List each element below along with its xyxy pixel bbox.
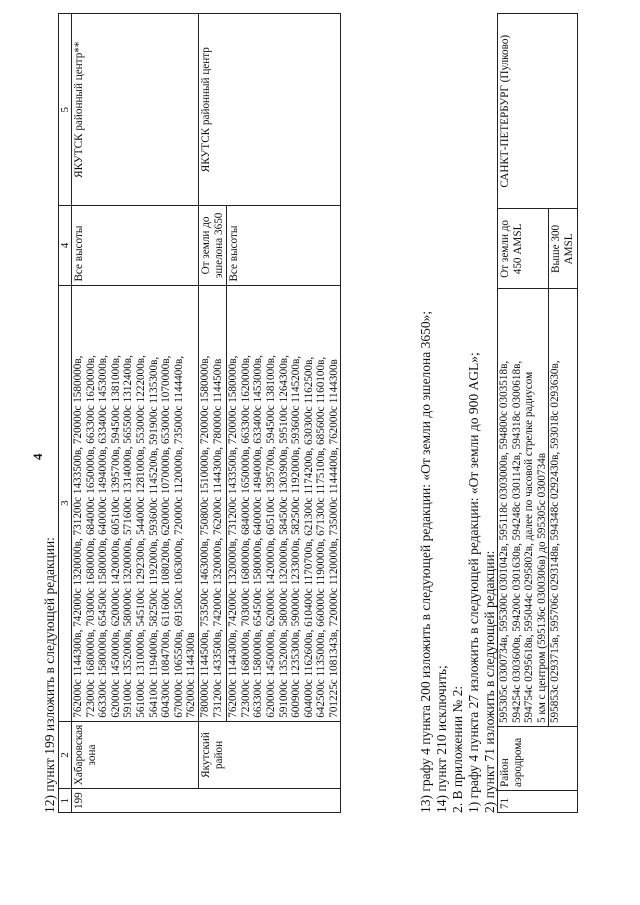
- item-2-1-text: 1) графу 4 пункта 27 изложить в следующей редакции: «От земли до 900 AGL»;: [466, 352, 481, 813]
- altitude-cell: Все высоты: [72, 206, 199, 285]
- coord-line: 620000с 1450000в, 620000с 1420000в, 605100с 1395700в, 594500с 1381000в,: [264, 355, 277, 718]
- coord-line: 731200с 1433500в, 742000с 1320000в, 762000с 1144300в, 780000с 1144500в: [211, 358, 224, 718]
- coordinates-cell: [549, 289, 577, 727]
- coord-line: 780000с 1144500в, 753500с 1463000в, 750800с 1510000в, 720000с 1580000в,: [198, 355, 211, 718]
- page-number: 4: [30, 453, 45, 460]
- table-row: [72, 14, 199, 813]
- coordinates-cell: [198, 285, 226, 721]
- coord-line: 663300с 1580000в, 654500с 1580000в, 640000с 1494000в, 633400с 1453000в,: [252, 355, 265, 718]
- coord-line: 5 км с центром (595136с 0300306в) до 595305с 0300734в: [535, 452, 548, 724]
- coord-line: 723000с 1680000в, 703000с 1680000в, 684000с 1650000в, 663300с 1620000в,: [239, 355, 252, 718]
- header-cell: 3: [59, 285, 72, 721]
- coordinates-cell: [227, 285, 341, 721]
- coord-line: 670000с 1065500в, 691500с 1063000в, 720000с 1120000в, 735000с 1144400в,: [172, 355, 185, 718]
- coordinates-cell: [498, 289, 549, 727]
- coord-line: 561000с 1310000в, 545100с 1292300в, 544000с 1281000в, 553000с 1222000в,: [134, 355, 147, 718]
- table-row: [198, 14, 226, 813]
- coord-line: 600900с 1235300в, 590000с 1233000в, 582500с 1192000в, 593600с 1145200в,: [290, 355, 303, 718]
- altitude-cell: Все высоты: [227, 206, 341, 285]
- item-2-2-text: 2) пункт 71 изложить в следующей редакции:: [482, 550, 497, 813]
- header-cell: 1: [59, 789, 72, 813]
- header-cell: 5: [59, 14, 72, 206]
- row-number: 71: [498, 791, 578, 813]
- coord-line: 663300с 1580000в, 654500с 1580000в, 640000с 1494000в, 633400с 1453000в,: [97, 355, 110, 718]
- altitude-cell: Выше 300 AMSL: [549, 209, 577, 289]
- coord-line: 595305с 0300734в, 595300с 0301042в, 595118с 0303000в, 594800с 0303518в,: [498, 360, 510, 724]
- table-row: [498, 14, 549, 813]
- coord-line: 762000с 1144300в, 742000с 1320000в, 731200с 1433500в, 720000с 1580000в,: [227, 355, 240, 718]
- header-cell: 2: [59, 721, 72, 788]
- item-12-text: 12) пункт 199 изложить в следующей редакции:: [42, 537, 57, 813]
- center-cell: ЯКУТСК районный центр**: [72, 14, 199, 206]
- item-13-text: 13) графу 4 пункта 200 изложить в следующей редакции: «От земли до эшелона 3650»;: [418, 310, 433, 813]
- item-14-text: 14) пункт 210 исключить;: [434, 665, 449, 813]
- table-zones: [58, 13, 341, 813]
- coord-line: 591000с 1352000в, 580000с 1320000в, 571600с 1314000в, 565500с 1312400в,: [122, 355, 135, 718]
- coord-line: 604300с 1084700в, 611600с 1080200в, 620000с 1070000в, 653000с 1070000в,: [160, 355, 173, 718]
- zone-name: Район аэродрома: [498, 727, 578, 791]
- coordinates-cell: [72, 285, 199, 721]
- coord-line: 595853с 0293715в, 595706с 0293148в, 594348с 0292430в, 593018с 0293630в,: [549, 360, 562, 724]
- coord-line: 604000с 1162600в, 610400с 1170700в, 621300с 1174200в, 630300с 1162500в,: [302, 356, 315, 718]
- coord-line: 762000с 1144300в, 742000с 1320000в, 731200с 1433500в, 720000с 1580000в,: [72, 355, 84, 718]
- altitude-cell: От земли до эшелона 3650: [198, 206, 226, 285]
- zone-name: Хабаровская зона: [72, 721, 199, 788]
- item-2-text: 2. В приложении № 2:: [450, 685, 465, 813]
- coord-line: 594254с 0303600в, 594200с 0301630в, 594248с 0301142в, 594318с 0300618в,: [510, 360, 523, 724]
- table-aerodrome: [497, 13, 578, 813]
- table-header-row: [59, 14, 72, 813]
- region-name: Якутский район: [198, 721, 341, 788]
- coord-line: 564100с 1194000в, 582500с 1192000в, 593600с 1145200в, 591900с 1135300в,: [147, 356, 160, 718]
- altitude-cell: От земли до 450 AMSL: [498, 209, 549, 289]
- coord-line: 723000с 1680000в, 703000с 1680000в, 684000с 1650000в, 663300с 1620000в,: [84, 355, 97, 718]
- coord-line: 594754с 0295618в, 595044с 0295802в, далее по часовой стрелке радиусом: [523, 371, 536, 724]
- header-cell: 4: [59, 206, 72, 285]
- coord-line: 642500с 1135000в, 660000с 1190000в, 671300с 1175100в, 685600с 1160100в,: [315, 356, 328, 718]
- coord-line: 591000с 1352000в, 580000с 1320000в, 584500с 1303900в, 595100с 1264300в,: [277, 355, 290, 718]
- center-cell: ЯКУТСК районный центр: [198, 14, 341, 206]
- center-cell: САНКТ-ПЕТЕРБУРГ (Пулково): [498, 14, 578, 210]
- row-number: 199: [72, 789, 341, 813]
- coord-line: 762000с 1144300в: [185, 632, 198, 718]
- coord-line: 620000с 1450000в, 620000с 1420000в, 605100с 1395700в, 594500с 1381000в,: [109, 355, 122, 718]
- coord-line: 701225с 1081343в, 720000с 1120000в, 735000с 1144400в, 762000с 1144300в: [327, 359, 340, 718]
